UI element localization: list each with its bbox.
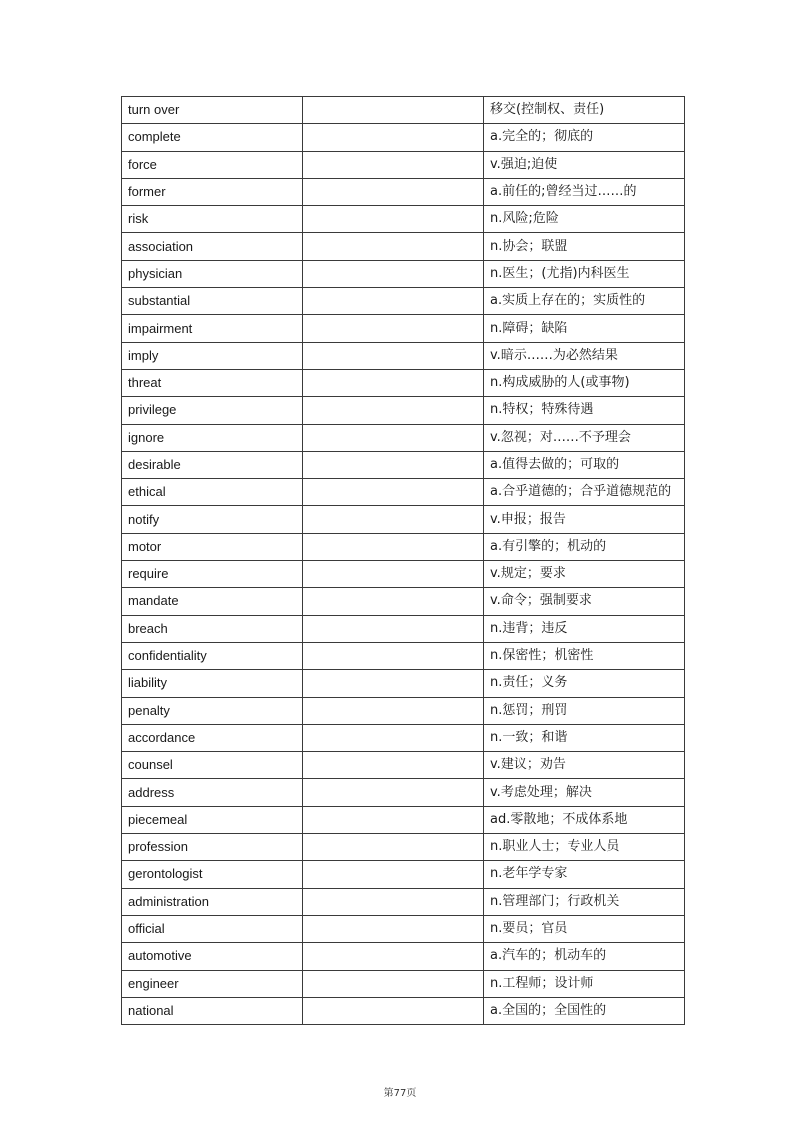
vocab-blank-cell xyxy=(303,615,484,642)
vocab-word-cell: desirable xyxy=(122,451,303,478)
vocab-blank-cell xyxy=(303,124,484,151)
vocab-definition-cell: a.全国的；全国性的 xyxy=(484,997,685,1024)
vocab-definition-cell: ad.零散地；不成体系地 xyxy=(484,806,685,833)
vocab-word-cell: ignore xyxy=(122,424,303,451)
vocab-definition-cell: 移交(控制权、责任) xyxy=(484,97,685,124)
vocab-blank-cell xyxy=(303,369,484,396)
vocab-word-cell: national xyxy=(122,997,303,1024)
vocab-definition-cell: n.要员；官员 xyxy=(484,915,685,942)
vocab-word-cell: substantial xyxy=(122,288,303,315)
vocab-definition-cell: v.命令；强制要求 xyxy=(484,588,685,615)
vocab-blank-cell xyxy=(303,288,484,315)
table-row xyxy=(122,697,685,724)
vocab-word-cell: motor xyxy=(122,533,303,560)
vocab-word-cell: privilege xyxy=(122,397,303,424)
vocab-word-cell: administration xyxy=(122,888,303,915)
vocab-definition-cell: a.完全的；彻底的 xyxy=(484,124,685,151)
vocab-definition-cell: n.一致；和谐 xyxy=(484,724,685,751)
vocab-word-cell: accordance xyxy=(122,724,303,751)
page-number: 第77页 xyxy=(383,1088,417,1099)
vocab-definition-cell: n.违背；违反 xyxy=(484,615,685,642)
table-row xyxy=(122,642,685,669)
table-row xyxy=(122,315,685,342)
table-row xyxy=(122,151,685,178)
vocab-definition-cell: v.忽视；对……不予理会 xyxy=(484,424,685,451)
table-row xyxy=(122,806,685,833)
vocab-definition-cell: v.暗示……为必然结果 xyxy=(484,342,685,369)
vocab-blank-cell xyxy=(303,970,484,997)
vocab-definition-cell: a.实质上存在的；实质性的 xyxy=(484,288,685,315)
vocab-word-cell: require xyxy=(122,561,303,588)
vocab-definition-cell: n.构成威胁的人(或事物) xyxy=(484,369,685,396)
vocab-blank-cell xyxy=(303,834,484,861)
vocab-word-cell: force xyxy=(122,151,303,178)
vocab-blank-cell xyxy=(303,315,484,342)
table-row xyxy=(122,479,685,506)
table-row xyxy=(122,724,685,751)
table-row xyxy=(122,670,685,697)
table-row xyxy=(122,943,685,970)
vocab-blank-cell xyxy=(303,779,484,806)
table-row xyxy=(122,97,685,124)
vocab-definition-cell: v.申报；报告 xyxy=(484,506,685,533)
vocab-word-cell: official xyxy=(122,915,303,942)
vocab-word-cell: counsel xyxy=(122,752,303,779)
vocab-blank-cell xyxy=(303,206,484,233)
table-row xyxy=(122,915,685,942)
vocab-word-cell: threat xyxy=(122,369,303,396)
vocab-definition-cell: n.特权；特殊待遇 xyxy=(484,397,685,424)
vocab-blank-cell xyxy=(303,806,484,833)
table-row xyxy=(122,533,685,560)
vocab-definition-cell: n.惩罚；刑罚 xyxy=(484,697,685,724)
vocab-word-cell: mandate xyxy=(122,588,303,615)
vocab-definition-cell: n.工程师；设计师 xyxy=(484,970,685,997)
vocab-blank-cell xyxy=(303,915,484,942)
table-row xyxy=(122,369,685,396)
table-row xyxy=(122,206,685,233)
table-row xyxy=(122,342,685,369)
vocab-blank-cell xyxy=(303,943,484,970)
vocab-definition-cell: n.老年学专家 xyxy=(484,861,685,888)
table-row xyxy=(122,970,685,997)
table-row xyxy=(122,233,685,260)
vocab-word-cell: address xyxy=(122,779,303,806)
vocab-blank-cell xyxy=(303,479,484,506)
vocab-blank-cell xyxy=(303,178,484,205)
vocab-blank-cell xyxy=(303,561,484,588)
table-row xyxy=(122,997,685,1024)
vocab-word-cell: ethical xyxy=(122,479,303,506)
vocab-blank-cell xyxy=(303,697,484,724)
vocab-word-cell: turn over xyxy=(122,97,303,124)
table-row xyxy=(122,288,685,315)
vocab-blank-cell xyxy=(303,260,484,287)
vocab-blank-cell xyxy=(303,670,484,697)
vocab-word-cell: former xyxy=(122,178,303,205)
vocab-word-cell: liability xyxy=(122,670,303,697)
vocab-blank-cell xyxy=(303,233,484,260)
vocab-word-cell: risk xyxy=(122,206,303,233)
table-row xyxy=(122,178,685,205)
table-row xyxy=(122,779,685,806)
vocab-definition-cell: a.前任的;曾经当过……的 xyxy=(484,178,685,205)
vocab-definition-cell: n.协会；联盟 xyxy=(484,233,685,260)
vocab-blank-cell xyxy=(303,752,484,779)
vocab-definition-cell: n.风险;危险 xyxy=(484,206,685,233)
vocab-blank-cell xyxy=(303,533,484,560)
vocab-definition-cell: v.建议；劝告 xyxy=(484,752,685,779)
table-row xyxy=(122,451,685,478)
vocab-definition-cell: a.合乎道德的；合乎道德规范的 xyxy=(484,479,685,506)
vocab-blank-cell xyxy=(303,861,484,888)
vocab-blank-cell xyxy=(303,724,484,751)
vocab-word-cell: notify xyxy=(122,506,303,533)
vocab-blank-cell xyxy=(303,397,484,424)
vocab-word-cell: association xyxy=(122,233,303,260)
table-row xyxy=(122,588,685,615)
table-row xyxy=(122,260,685,287)
table-row xyxy=(122,561,685,588)
vocab-definition-cell: a.汽车的；机动车的 xyxy=(484,943,685,970)
table-row xyxy=(122,397,685,424)
vocab-word-cell: automotive xyxy=(122,943,303,970)
vocab-blank-cell xyxy=(303,888,484,915)
vocab-word-cell: piecemeal xyxy=(122,806,303,833)
vocab-blank-cell xyxy=(303,424,484,451)
vocab-definition-cell: n.管理部门；行政机关 xyxy=(484,888,685,915)
vocab-definition-cell: n.责任；义务 xyxy=(484,670,685,697)
vocab-word-cell: imply xyxy=(122,342,303,369)
vocab-word-cell: profession xyxy=(122,834,303,861)
vocab-word-cell: physician xyxy=(122,260,303,287)
table-row xyxy=(122,424,685,451)
table-row xyxy=(122,888,685,915)
vocab-word-cell: confidentiality xyxy=(122,642,303,669)
vocab-definition-cell: n.障碍；缺陷 xyxy=(484,315,685,342)
table-row xyxy=(122,615,685,642)
vocab-word-cell: impairment xyxy=(122,315,303,342)
table-row xyxy=(122,861,685,888)
vocab-blank-cell xyxy=(303,642,484,669)
vocab-word-cell: engineer xyxy=(122,970,303,997)
vocab-word-cell: gerontologist xyxy=(122,861,303,888)
vocab-blank-cell xyxy=(303,151,484,178)
vocab-blank-cell xyxy=(303,342,484,369)
vocab-blank-cell xyxy=(303,588,484,615)
table-row xyxy=(122,124,685,151)
table-row xyxy=(122,506,685,533)
vocab-definition-cell: n.职业人士；专业人员 xyxy=(484,834,685,861)
vocab-definition-cell: v.规定；要求 xyxy=(484,561,685,588)
vocab-word-cell: complete xyxy=(122,124,303,151)
vocab-blank-cell xyxy=(303,97,484,124)
vocabulary-table-body xyxy=(122,97,685,1025)
table-row xyxy=(122,834,685,861)
vocab-definition-cell: a.值得去做的；可取的 xyxy=(484,451,685,478)
vocab-definition-cell: v.考虑处理；解决 xyxy=(484,779,685,806)
vocab-blank-cell xyxy=(303,997,484,1024)
vocab-definition-cell: n.医生；(尤指)内科医生 xyxy=(484,260,685,287)
vocabulary-table xyxy=(121,96,685,1025)
vocab-blank-cell xyxy=(303,506,484,533)
vocab-blank-cell xyxy=(303,451,484,478)
vocab-definition-cell: a.有引擎的；机动的 xyxy=(484,533,685,560)
vocab-definition-cell: v.强迫;迫使 xyxy=(484,151,685,178)
vocab-definition-cell: n.保密性；机密性 xyxy=(484,642,685,669)
table-row xyxy=(122,752,685,779)
vocab-word-cell: penalty xyxy=(122,697,303,724)
vocab-word-cell: breach xyxy=(122,615,303,642)
